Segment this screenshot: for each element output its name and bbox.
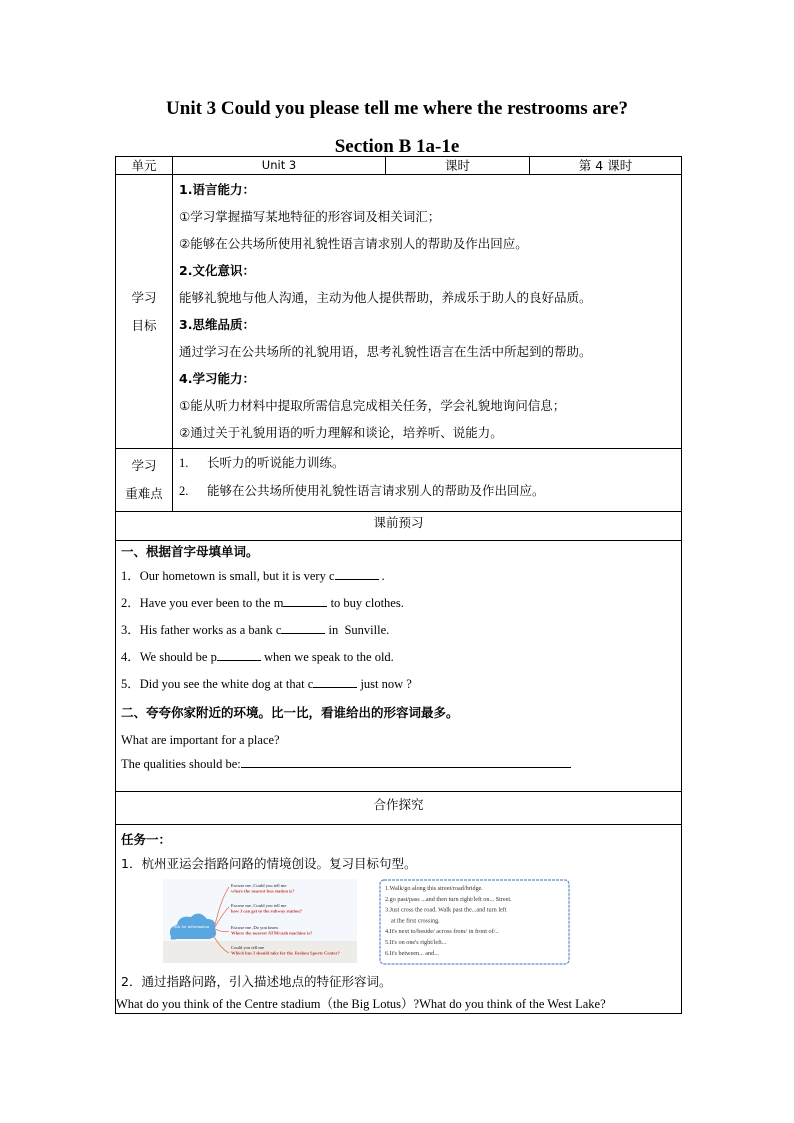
mindmap-branch-answer: where the nearest bus station is? (231, 888, 295, 894)
goal-item: 4.学习能力： (179, 371, 255, 386)
part2-answer-line (121, 752, 681, 776)
direction-sentence: 3.Just cross the road. Walk past the...and turn left (385, 906, 507, 914)
goals-label (116, 175, 173, 449)
document-subtitle: Section B 1a-1e (334, 136, 460, 157)
lesson-plan-table (115, 156, 682, 1014)
mindmap-branch-answer: how I can get to the subway station? (231, 908, 303, 914)
direction-sentence: 2.go past/pass ...and then turn right/left on... Street. (385, 895, 512, 903)
fill-in-blank[interactable] (313, 675, 357, 688)
keypoints-content (173, 449, 682, 512)
mindmap-branch-answer: Which bus I should take for the Jieshou Sports Center? (231, 950, 340, 956)
mindmap-center: Ask for information (173, 924, 209, 929)
direction-sentence: 5.It's on one's right/left... (385, 939, 447, 946)
mindmap-branch-question: Excuse me ,Could you tell me (231, 883, 287, 888)
goals-content (173, 175, 682, 449)
keypoint-item (173, 449, 681, 477)
fill-in-suffix: to buy clothes. (327, 596, 404, 610)
keypoint-item (173, 477, 681, 505)
task1-images (121, 875, 681, 969)
fill-in-item (121, 671, 681, 698)
fill-in-blank[interactable] (283, 594, 327, 607)
task1-title: 任务一： (121, 832, 172, 847)
fill-in-suffix: . (378, 569, 385, 583)
header-row (116, 157, 682, 175)
fill-in-list (121, 563, 681, 698)
fill-in-suffix: just now ? (357, 677, 412, 691)
direction-sentence: 6.It's between... and... (385, 949, 439, 957)
keypoints-row (116, 449, 682, 512)
period-value: 第 4 课时 (530, 157, 682, 175)
fill-in-prompt: 4．We should be p (121, 650, 217, 664)
fill-in-blank[interactable] (217, 648, 261, 661)
keypoint-num: 2. (179, 484, 189, 498)
fill-in-suffix: when we speak to the old. (260, 650, 394, 664)
fill-in-prompt: 1．Our hometown is small, but it is very c (121, 569, 335, 583)
directions-sentence-box (379, 879, 570, 965)
task1-question: What do you think of the Centre stadium（the Big Lotus）?What do you think of the West Lake? (116, 997, 606, 1011)
keypoints-label-line1: 学习 (131, 458, 157, 473)
fill-in-blank[interactable] (281, 621, 325, 634)
keypoints-label (116, 449, 173, 512)
goals-list (179, 176, 681, 446)
goal-item: ②能够在公共场所使用礼貌性语言请求别人的帮助及作出回应。 (179, 236, 528, 251)
goal-item: 3.思维品质： (179, 317, 255, 332)
period-label: 课时 (386, 157, 530, 175)
keypoints-label-line2: 重难点 (125, 486, 163, 501)
unit-label: 单元 (116, 157, 173, 175)
fill-in-blank[interactable] (335, 567, 379, 580)
mindmap-branch-question: Excuse me ,Do you know (231, 925, 279, 930)
preview-content (116, 541, 682, 792)
part2-question: What are important for a place? (121, 733, 280, 747)
goal-item: 能够礼貌地与他人沟通，主动为他人提供帮助，养成乐于助人的良好品质。 (179, 290, 592, 305)
goal-item: ②通过关于礼貌用语的听力理解和谈论，培养听、说能力。 (179, 425, 503, 440)
ask-for-information-mindmap (163, 879, 357, 963)
goals-row (116, 175, 682, 449)
goal-item: 2.文化意识： (179, 263, 255, 278)
fill-in-prompt: 3．His father works as a bank c (121, 623, 282, 637)
explore-content (116, 825, 682, 1014)
fill-in-item (121, 644, 681, 671)
goal-item: 通过学习在公共场所的礼貌用语，思考礼貌性语言在生活中所起到的帮助。 (179, 344, 592, 359)
fill-in-suffix: in Sunville. (325, 623, 390, 637)
fill-in-prompt: 5．Did you see the white dog at that c (121, 677, 314, 691)
part2-qualities-label: The qualities should be: (121, 757, 241, 771)
keypoint-num: 1. (179, 456, 189, 470)
answer-blank[interactable] (241, 755, 571, 768)
task1-item2: 2．通过指路问路，引入描述地点的特征形容词。 (121, 974, 392, 989)
mindmap-branch-question: Could you tell me (231, 945, 265, 950)
fill-in-item (121, 617, 681, 644)
goal-item: ①能从听力材料中提取所需信息完成相关任务，学会礼貌地询问信息； (179, 398, 566, 413)
unit-value: Unit 3 (173, 157, 386, 175)
explore-heading: 合作探究 (116, 792, 682, 825)
keypoint-text: 长听力的听说能力训练。 (207, 455, 345, 470)
preview-heading: 课前预习 (116, 512, 682, 541)
direction-sentence: 1.Walk/go along this street/road/bridge. (385, 885, 483, 892)
fill-in-prompt: 2．Have you ever been to the m (121, 596, 284, 610)
goal-item: 1.语言能力： (179, 182, 255, 197)
direction-sentence: 4.It's next to/beside/ across from/ in front of/.. (385, 928, 499, 936)
goals-label-line2: 目标 (131, 317, 157, 333)
task1-item1: 1．杭州亚运会指路问路的情境创设。复习目标句型。 (121, 856, 417, 871)
direction-sentence: at the first crossing. (391, 917, 440, 925)
document-title: Unit 3 Could you please tell me where the restrooms are? (166, 98, 628, 119)
mindmap-branch-answer: Where the nearest ATM/cash machine is? (231, 930, 313, 936)
fill-in-item (121, 563, 681, 590)
mindmap-branch-question: Excuse me ,Could you tell me (231, 903, 287, 908)
keypoint-text: 能够在公共场所使用礼貌性语言请求别人的帮助及作出回应。 (207, 483, 545, 498)
preview-part2-title: 二、夸夸你家附近的环境。比一比，看谁给出的形容词最多。 (121, 705, 459, 720)
preview-part1-title: 一、根据首字母填单词。 (121, 544, 259, 559)
fill-in-item (121, 590, 681, 617)
goals-label-line1: 学习 (131, 289, 157, 305)
goal-item: ①学习掌握描写某地特征的形容词及相关词汇； (179, 209, 441, 224)
